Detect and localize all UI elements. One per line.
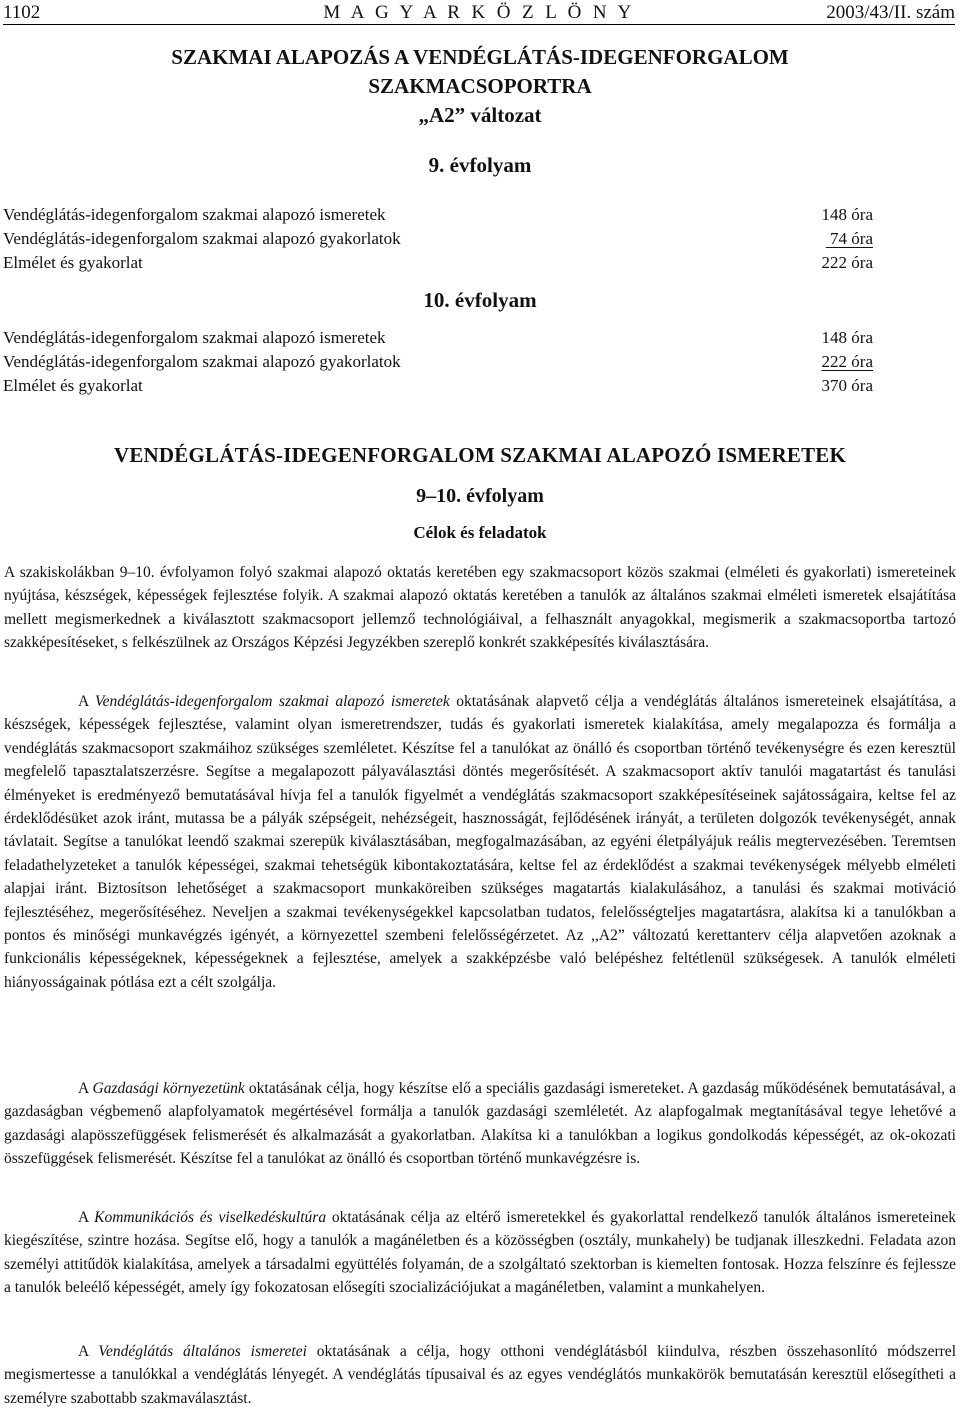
goals-heading: Célok és feladatok	[413, 523, 547, 542]
hours-label: Vendéglátás-idegenforgalom szakmai alapozó gyakorlatok	[3, 352, 401, 371]
paragraph-text: oktatásának alapvető célja a vendéglátás általános ismereteinek elsajátítása, a készségek, képességek fejlesztése, valamint olyan ismeretrendszer, tudás és gyakorlati ismeretek kialakítása, amely megalapozza és formálja a vendéglátás szakmacsoport szakmáihoz szükséges szemléletet. Készítse fel a tanulókat az önálló és csoportban történő tevékenységre és ezen keresztül megfelelő tapasztalatszerzésre. Segítse a megalapozott pályaválasztási döntés megerősítését. A szakmacsoport aktív tanulói magatartást és tanulási élményeket is eredményező bemutatásával hívja fel a tanulók figyelmét a vendéglátás szakmacsoport szakképesítéseinek sajátosságaira, keltse fel az érdeklődésüket azok iránt, mutassa be a pályák szépségeit, nehézségeit, hasznosságát, fejlődésének irányát, a területen dolgozók tevékenységét, annak távlatait. Segítse a tanulókat leendő szakmai szerepük kiválasztásában, megfogalmazásában, az egyéni életpályájuk reális megtervezésében. Teremtsen feladathelyzeteket a tanulók képességei, szakmai tehetségük kibontakoztatására, keltse fel az érdeklődést a szakmai tevékenységek mélyebb elméleti alapjai iránt. Biztosítson lehetőséget a szakmacsoport munkaköreiben szükséges magatartás kialakulásához, a tanulási és szakmai motiváció fejlesztéséhez, megerősítéséhez. Neveljen a szakmai tevékenységekkel kapcsolatban tudatos, felelősségteljes magatartásra, alakítsa ki a tanulókban a pontos és minőségi munkavégzés igényét, a környezettel szembeni felelősségérzetet. Az ,,A2” változatú kerettanterv célja alapvetően azoknak a funkcionális képességeknek, képességeknek a fejlesztése, amelyek a szakképzésbe való belépéshez feltétlenül szükségesek. A tanulók elméleti hiányosságainak pótlása ezt a célt szolgálja.	[4, 693, 956, 991]
document-title-line-1: SZAKMAI ALAPOZÁS A VENDÉGLÁTÁS-IDEGENFORGALOM	[171, 45, 789, 69]
subject-name: Vendéglátás általános ismeretei	[98, 1343, 307, 1360]
paragraph-text: oktatásának a célja, hogy otthoni vendéglátásból kiindulva, részben összehasonlító módszerrel megismertesse a tanulókkal a vendéglátás lényegét. A vendéglátás típusaival és az egyes vendéglátós munkakörök bemutatásán keresztül elősegítheti a személyre szabottabb szakmaválasztást.	[4, 1343, 956, 1407]
hours-total: 370 óra	[821, 376, 873, 395]
paragraph-text: A	[78, 693, 95, 710]
hours-label: Elmélet és gyakorlat	[3, 376, 143, 395]
hours-row	[3, 326, 873, 350]
hours-label: Vendéglátás-idegenforgalom szakmai alapozó gyakorlatok	[3, 229, 401, 248]
publication-title: M A G Y A R K Ö Z L Ö N Y	[323, 2, 635, 23]
subject-name: Kommunikációs és viselkedéskultúra	[94, 1209, 327, 1226]
section-title: VENDÉGLÁTÁS-IDEGENFORGALOM SZAKMAI ALAPOZÓ ISMERETEK	[113, 443, 847, 467]
document-title-line-2: SZAKMACSOPORTRA	[368, 74, 592, 98]
grade-9-heading: 9. évfolyam	[428, 153, 532, 177]
hours-label: Vendéglátás-idegenforgalom szakmai alapozó ismeretek	[3, 205, 386, 224]
paragraph-intro: A szakiskolákban 9–10. évfolyamon folyó szakmai alapozó oktatás keretében egy szakmacsoport közös szakmai (elméleti és gyakorlati) ismereteinek nyújtása, készségek, képességek fejlesztése folyik. A szakmai alapozó oktatás keretében a tanulók az általános szakmai elméleti ismeretek elsajátítása mellett megismerkednek a kiválasztott szakmacsoport jellemző technológiáival, a felhasznált anyagokkal, megismerik a szakmacsoportba tartozó szakképesítéseket, s felkészülnek az Országos Képzési Jegyzékben szereplő konkrét szakképesítés kiválasztására.	[4, 564, 956, 652]
paragraph-vendeglatas	[4, 690, 956, 994]
hours-row	[3, 251, 873, 275]
paragraph-kommunikacios	[4, 1206, 956, 1300]
paragraph-text: oktatásának célja, hogy készítse elő a speciális gazdasági ismereteket. A gazdaság működésének bemutatásával, a gazdaságban végbemenő alapfolyamatok megértésével formálja a tanulók gazdasági szemléletét. Az alapfogalmak megtanításával tegye lehetővé a gazdasági alapösszefüggések felismerését és alkalmazását a gyakorlatban. Alakítsa ki a tanulókban a logikus gondolkodás képességét, az ok-okozati összefüggések felismerését. Készítse fel a tanulókat az önálló és csoportban történő munkavégzésre is.	[4, 1080, 956, 1168]
paragraph-text: A	[78, 1209, 95, 1226]
hours-label: Vendéglátás-idegenforgalom szakmai alapozó ismeretek	[3, 328, 386, 347]
hours-total: 222 óra	[821, 253, 873, 272]
hours-label: Elmélet és gyakorlat	[3, 253, 143, 272]
paragraph-altalanos	[4, 1340, 956, 1410]
grade-10-heading: 10. évfolyam	[423, 288, 537, 312]
issue-number: 2003/43/II. szám	[826, 2, 955, 23]
paragraph-text: A	[78, 1343, 99, 1360]
hours-value: 222 óra	[821, 352, 873, 371]
paragraph-text: oktatásának célja az eltérő ismeretekkel és gyakorlattal rendelkező tanulók általános ismereteinek kiegészítése, szintre hozása. Segítse elő, hogy a tanulók a magánéletben és a közösségben (osztály, munkahely) be tudjanak illeszkedni. Feladata azon személyi attitűdök kialakítása, amelyek a társadalmi együttélés folyamán, de a szolgáltató szektorban is kiemelten fontosak. Hozza felszínre és fejlessze a tanulók beleélő képességét, amely így fokozatosan elősegíti szocializációjukat a magánéletben, valamint a munkahelyen.	[4, 1209, 956, 1297]
subject-name: Gazdasági környezetünk	[92, 1080, 245, 1097]
hours-row	[3, 203, 873, 227]
hours-row	[3, 350, 873, 374]
hours-row	[3, 227, 873, 251]
subject-name: Vendéglátás-idegenforgalom szakmai alapozó ismeretek	[94, 693, 450, 710]
running-head	[3, 2, 955, 25]
section-grades: 9–10. évfolyam	[416, 485, 544, 507]
hours-value: 148 óra	[821, 205, 873, 224]
document-title-line-3: „A2” változat	[418, 103, 542, 127]
hours-value: 74 óra	[825, 229, 873, 248]
paragraph-gazdasagi	[4, 1077, 956, 1171]
page-number: 1102	[3, 2, 41, 23]
paragraph-text: A	[78, 1080, 93, 1097]
hours-value: 148 óra	[821, 328, 873, 347]
hours-row	[3, 374, 873, 398]
